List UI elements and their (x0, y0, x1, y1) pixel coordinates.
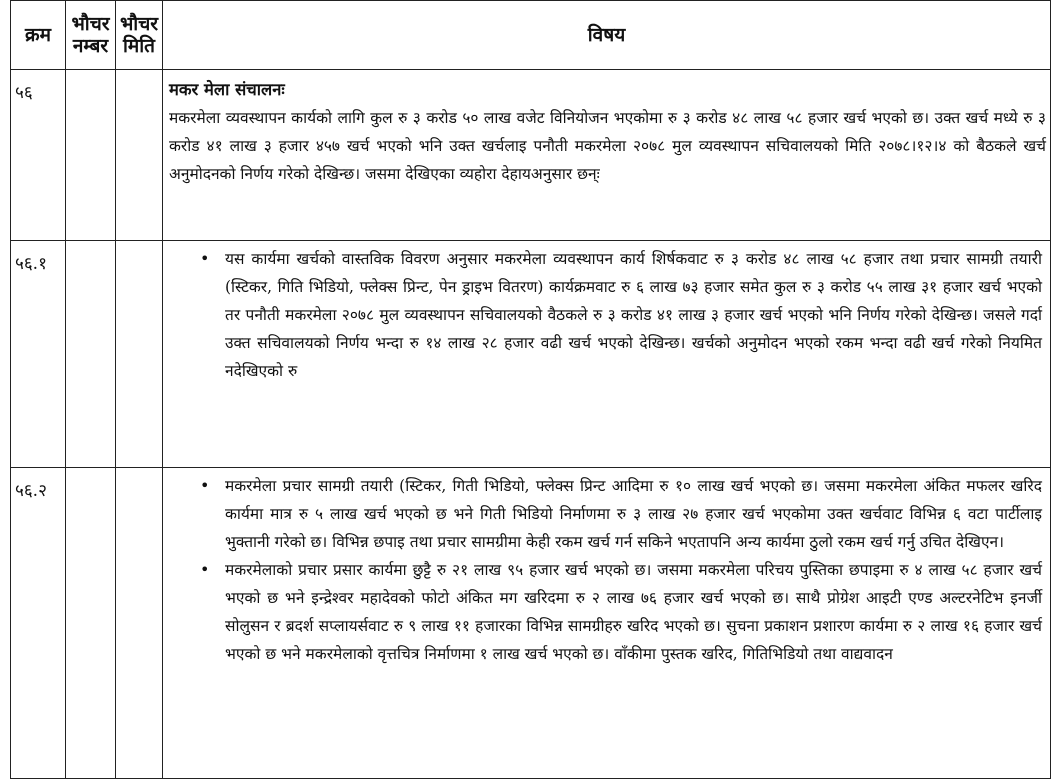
row-serial: ५६ (11, 70, 66, 241)
row-serial: ५६.२ (11, 468, 66, 779)
table-header-row (11, 1, 1051, 70)
list-item: • मकरमेला प्रचार सामग्री तयारी (स्टिकर, गिती भिडियो, फ्लेक्स प्रिन्ट आदिमा रु १० लाख खर्च भएको छ। जसमा मकरमेला अंकित मफलर खरिद कार्यमा मात्र रु ५ लाख खर्च भएको छ भने गिती भिडियो निर्माणमा रु ३ लाख २७ हजार खर्च भएकोमा उक्त खर्चवाट विभिन्न ६ वटा पार्टीलाइ भुक्तानी गरेको छ। विभिन्न छपाइ तथा प्रचार सामग्रीमा केही रकम खर्च गर्न सकिने भएतापनि अन्य कार्यमा ठुलो रकम खर्च गर्नु उचित देखिएन। (225, 472, 1042, 556)
bullet-icon: • (200, 249, 210, 268)
header-voucher-number: भौचर नम्बर (66, 1, 116, 70)
table-row (11, 468, 1051, 779)
voucher-number-cell (66, 70, 116, 241)
table-row (11, 241, 1051, 468)
header-voucher-date: भौचर मिति (116, 1, 163, 70)
audit-table (10, 0, 1051, 779)
subject-cell (163, 70, 1051, 241)
list-item: • यस कार्यमा खर्चको वास्तविक विवरण अनुसार मकरमेला व्यवस्थापन कार्य शिर्षकवाट रु ३ करोड ४८ लाख ५८ हजार तथा प्रचार सामग्री तयारी (स्टिकर, गिति भिडियो, फ्लेक्स प्रिन्ट, पेन ड्राइभ वितरण) कार्यक्रमवाट रु ६ लाख ७३ हजार समेत कुल रु ३ करोड ५५ लाख ३१ हजार खर्च भएको तर पनौती मकरमेला २०७८ मुल व्यवस्थापन सचिवालयको वैठकले रु ३ करोड ४१ लाख ३ हजार खर्च भएको भनि निर्णय गरेको देखिन्छ। जसले गर्दा उक्त सचिवालयको निर्णय भन्दा रु १४ लाख २८ हजार वढी खर्च भएको देखिन्छ। खर्चको अनुमोदन भएको रकम भन्दा वढी खर्च गरेको नियमित नदेखिएको रु (225, 245, 1042, 385)
header-serial: क्रम (11, 1, 66, 70)
bullet-list (163, 472, 1046, 668)
table-row (11, 70, 1051, 241)
list-item: • मकरमेलाको प्रचार प्रसार कार्यमा छुट्टै रु २१ लाख ९५ हजार खर्च भएको छ। जसमा मकरमेला परिचय पुस्तिका छपाइमा रु ४ लाख ५८ हजार खर्च भएको छ भने इन्द्रेश्वर महादेवको फोटो अंकित मग खरिदमा रु २ लाख ७६ हजार खर्च भएको छ। साथै प्रोग्रेश आइटी एण्ड अल्टरनेटिभ इनर्जी सोलुसन र ब्रदर्श सप्लायर्सवाट रु ९ लाख ११ हजारका विभिन्न सामग्रीहरु खरिद भएको छ। सुचना प्रकाशन प्रशारण कार्यमा रु २ लाख १६ हजार खर्च भएको छ भने मकरमेलाको वृत्तचित्र निर्माणमा १ लाख खर्च भएको छ। वाँकीमा पुस्तक खरिद, गितिभिडियो तथा वाद्यवादन (225, 556, 1042, 668)
voucher-number-cell (66, 468, 116, 779)
voucher-number-cell (66, 241, 116, 468)
section-paragraph: मकरमेला व्यवस्थापन कार्यको लागि कुल रु ३ करोड ५० लाख वजेट विनियोजन भएकोमा रु ३ करोड ४८ लाख ५८ हजार खर्च भएको छ। उक्त खर्च मध्ये रु ३ करोड ४१ लाख ३ हजार ४५७ खर्च भएको भनि उक्त खर्चलाइ पनौती मकरमेला २०७८ मुल व्यवस्थापन सचिवालयको मिति २०७८।१२।४ को बैठकले खर्च अनुमोदनको निर्णय गरेको देखिन्छ। जसमा देखिएका व्यहोरा देहायअनुसार छन्ः (169, 109, 1046, 183)
voucher-date-cell (116, 241, 163, 468)
subject-cell (163, 241, 1051, 468)
row-serial: ५६.१ (11, 241, 66, 468)
bullet-icon: • (200, 476, 210, 495)
bullet-list (163, 245, 1046, 385)
header-subject: विषय (163, 1, 1051, 70)
section-heading: मकर मेला संचालनः (169, 80, 285, 99)
bullet-icon: • (200, 560, 210, 579)
voucher-date-cell (116, 468, 163, 779)
voucher-date-cell (116, 70, 163, 241)
subject-cell (163, 468, 1051, 779)
